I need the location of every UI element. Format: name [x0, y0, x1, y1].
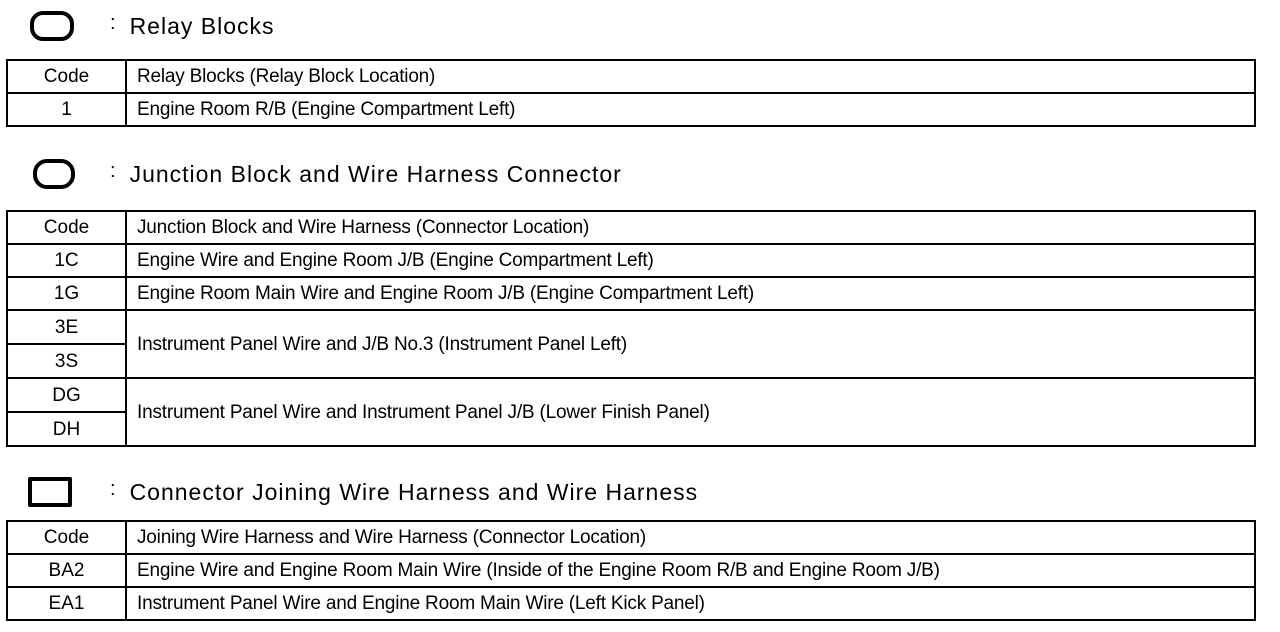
section-title: Junction Block and Wire Harness Connector — [129, 160, 622, 187]
code-cell: BA2 — [7, 554, 126, 587]
rounded-rectangle-symbol-icon — [30, 11, 74, 41]
table-row — [7, 277, 1255, 310]
code-cell: 1C — [7, 244, 126, 277]
description-cell: Engine Wire and Engine Room Main Wire (Inside of the Engine Room R/B and Engine Room J/B) — [126, 554, 1255, 587]
table-row — [7, 587, 1255, 620]
code-cell: 3E — [7, 310, 126, 344]
description-cell: Instrument Panel Wire and J/B No.3 (Instrument Panel Left) — [126, 310, 1255, 378]
table-row — [7, 93, 1255, 126]
code-cell: 1G — [7, 277, 126, 310]
table-header-row — [7, 60, 1255, 93]
table-header-row — [7, 211, 1255, 244]
oval-symbol-icon — [33, 159, 75, 189]
code-cell: EA1 — [7, 587, 126, 620]
code-cell: 3S — [7, 344, 126, 378]
description-cell: Instrument Panel Wire and Engine Room Main Wire (Left Kick Panel) — [126, 587, 1255, 620]
table-header-row — [7, 521, 1255, 554]
relay-blocks-header — [30, 8, 275, 44]
connector-joining-table — [6, 520, 1256, 621]
description-header: Junction Block and Wire Harness (Connector Location) — [126, 211, 1255, 244]
description-header: Joining Wire Harness and Wire Harness (Connector Location) — [126, 521, 1255, 554]
code-header: Code — [7, 521, 126, 554]
relay-blocks-table — [6, 59, 1256, 127]
colon: : — [110, 160, 116, 182]
code-cell: DG — [7, 378, 126, 412]
description-cell: Engine Room R/B (Engine Compartment Left) — [126, 93, 1255, 126]
colon: : — [110, 478, 116, 500]
rectangle-symbol-icon — [28, 477, 72, 507]
code-header: Code — [7, 60, 126, 93]
table-row — [7, 310, 1255, 344]
colon: : — [110, 12, 116, 34]
code-cell: 1 — [7, 93, 126, 126]
junction-block-table — [6, 210, 1256, 447]
section-title: Relay Blocks — [129, 12, 275, 39]
table-row — [7, 244, 1255, 277]
table-row — [7, 378, 1255, 412]
description-cell: Engine Wire and Engine Room J/B (Engine Compartment Left) — [126, 244, 1255, 277]
junction-block-header — [30, 156, 622, 192]
description-cell: Engine Room Main Wire and Engine Room J/B (Engine Compartment Left) — [126, 277, 1255, 310]
code-cell: DH — [7, 412, 126, 446]
description-cell: Instrument Panel Wire and Instrument Panel J/B (Lower Finish Panel) — [126, 378, 1255, 446]
section-title: Connector Joining Wire Harness and Wire Harness — [129, 478, 699, 505]
description-header: Relay Blocks (Relay Block Location) — [126, 60, 1255, 93]
code-header: Code — [7, 211, 126, 244]
connector-joining-header — [30, 474, 698, 510]
table-row — [7, 554, 1255, 587]
